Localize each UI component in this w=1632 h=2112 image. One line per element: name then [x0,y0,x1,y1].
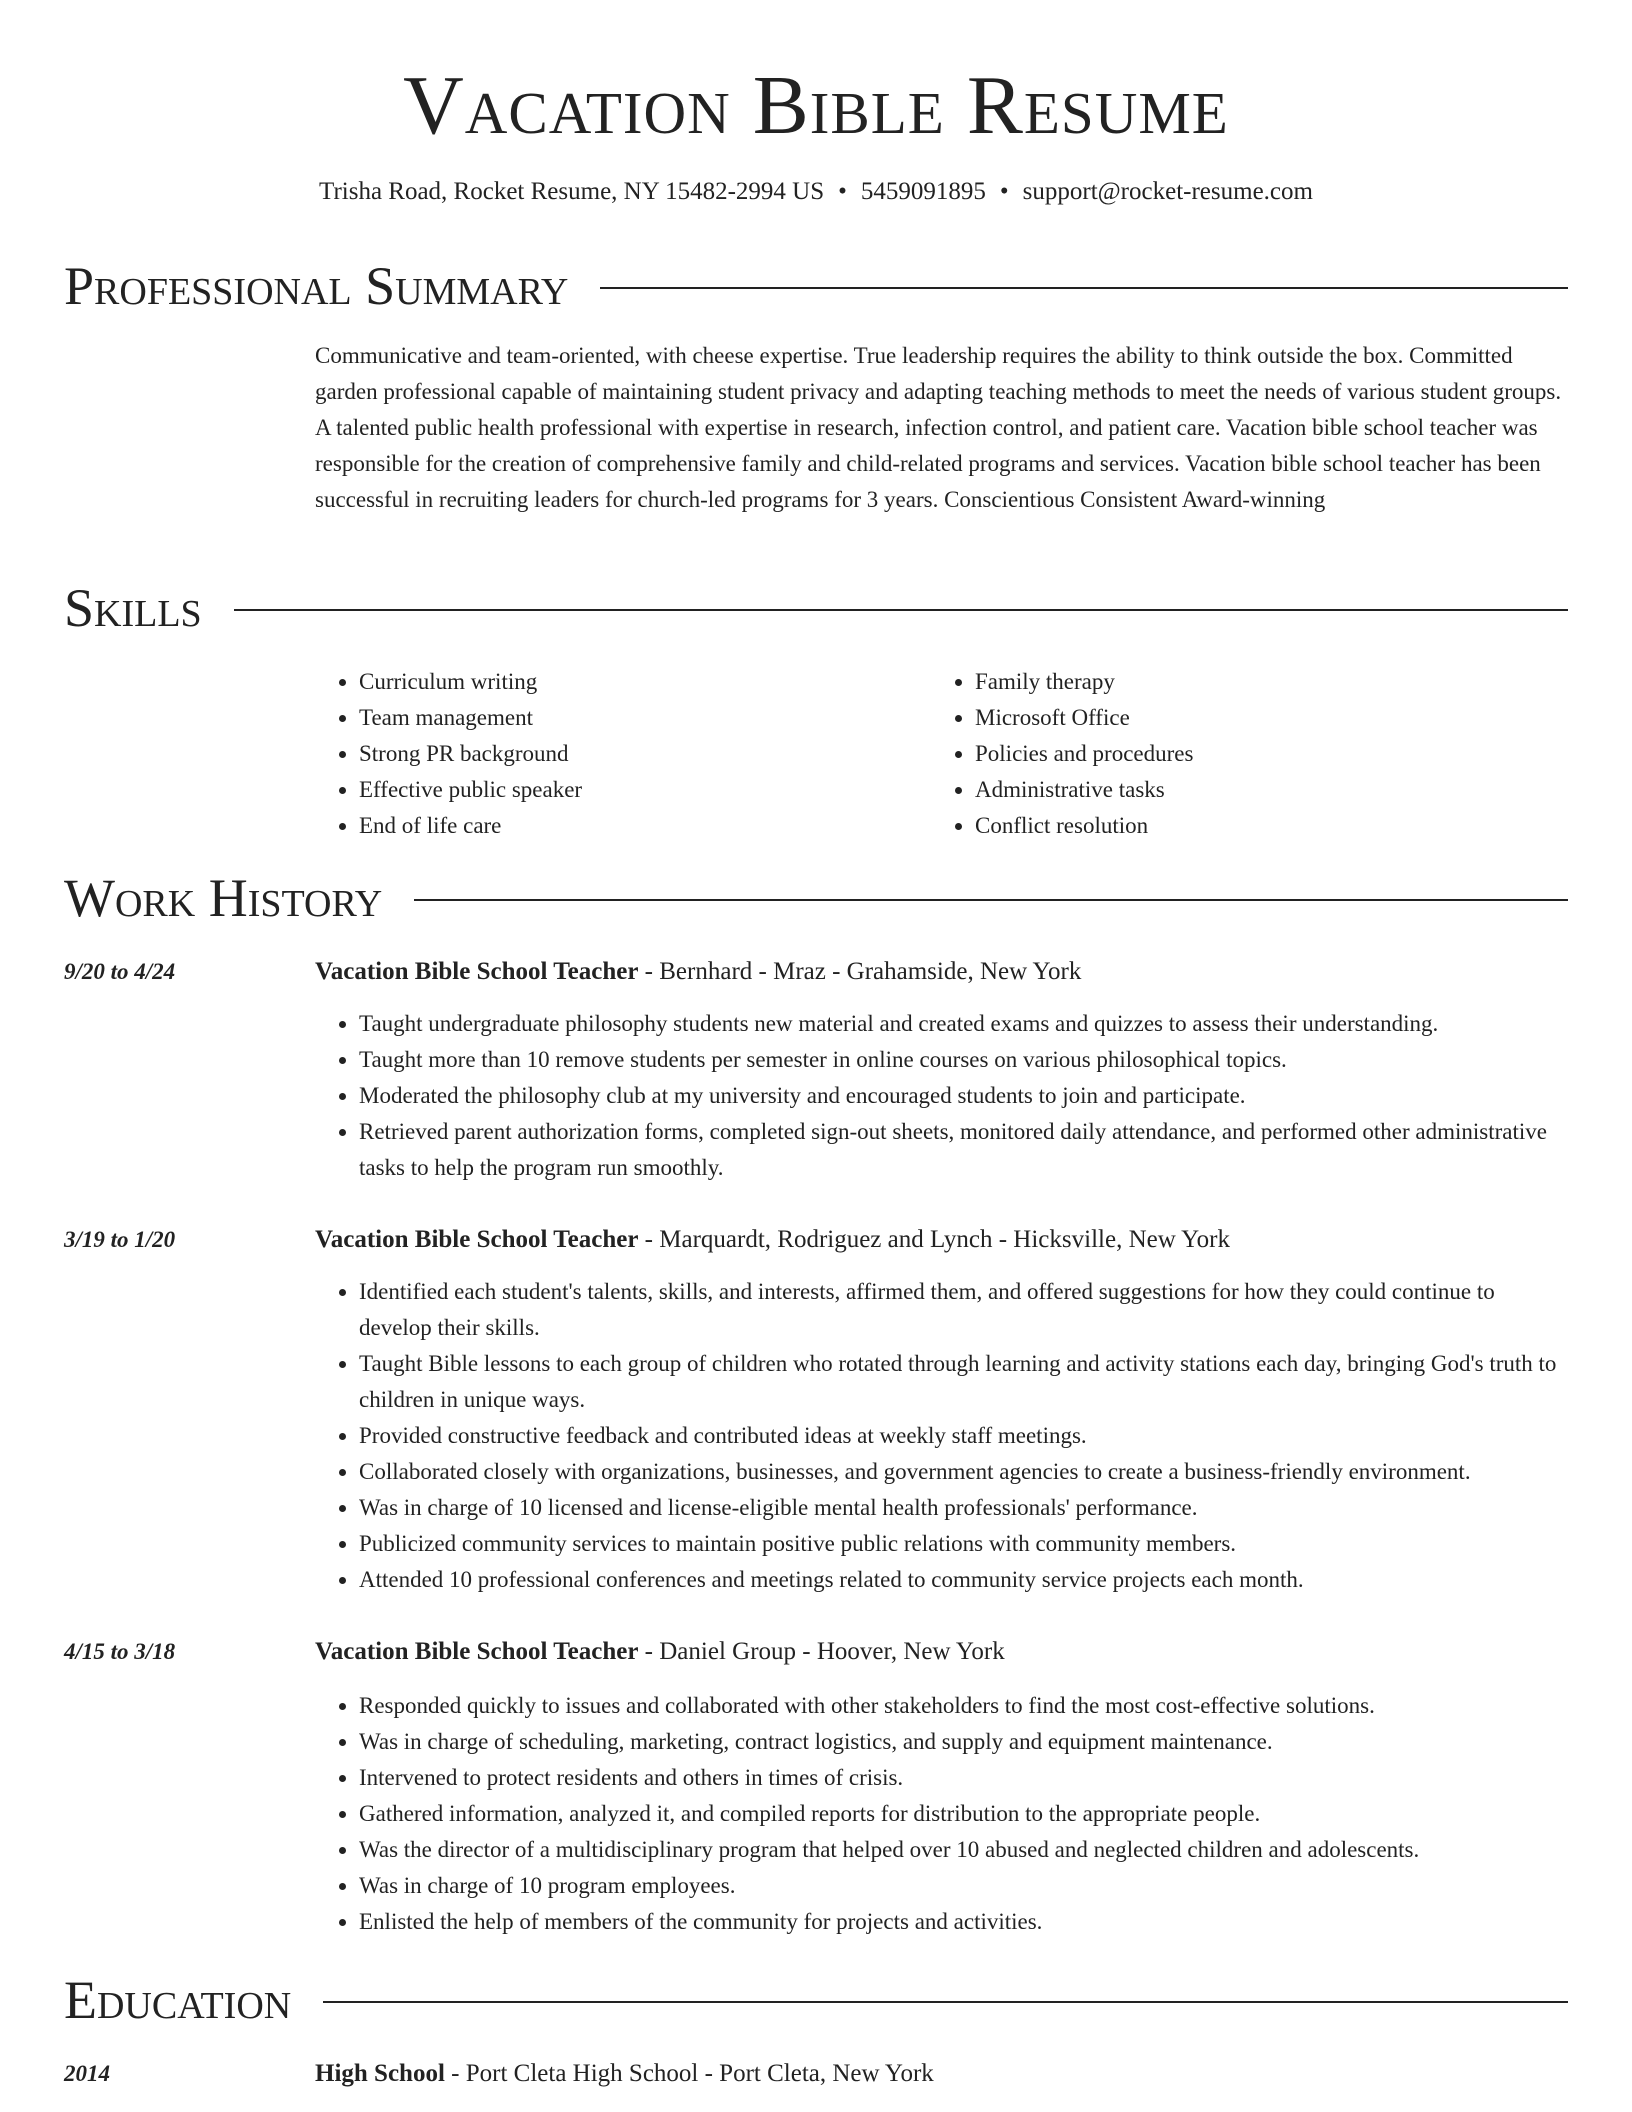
job-company: - Marquardt, Rodriguez and Lynch - Hicksville, New York [638,1226,1230,1253]
job-title: Vacation Bible School Teacher [315,1226,639,1253]
job-bullet: • Taught Bible lessons to each group of children who rotated through learning and activity stations each day, bringing God's truth to children in unique ways. [359,1346,1568,1418]
skills-section-header [64,578,1568,638]
job-bullet: • Attended 10 professional conferences and meetings related to community service projects each month. [359,1562,1568,1598]
skills-section-title: Skills [64,578,202,638]
section-divider [414,899,1568,901]
job-bullets [315,1688,1568,1940]
education-school: - Port Cleta High School - Port Cleta, New York [444,2060,934,2087]
job-dates: 4/15 to 3/18 [64,1639,176,1664]
job-bullet: • Taught more than 10 remove students per semester in online courses on various philosophical topics. [359,1042,1568,1078]
job-bullets [315,1274,1568,1598]
job-company: - Bernhard - Mraz - Grahamside, New York [638,958,1082,985]
job-bullet: • Taught undergraduate philosophy students new material and created exams and quizzes to assess their understanding. [359,1006,1568,1042]
section-divider [323,2001,1568,2003]
skill-item: • Conflict resolution [975,808,1547,844]
work-section-title: Work History [64,868,383,928]
job-bullet: • Moderated the philosophy club at my university and encouraged students to join and participate. [359,1078,1568,1114]
education-section-title: Education [64,1970,292,2030]
work-section-header [64,868,1568,928]
job-bullet: • Provided constructive feedback and contributed ideas at weekly staff meetings. [359,1418,1568,1454]
skill-item: • Policies and procedures [975,736,1547,772]
contact-email: support@rocket-resume.com [1022,178,1313,205]
summary-section-header [64,256,1568,316]
job-heading [315,1634,1005,1670]
job-bullet: • Collaborated closely with organizations, businesses, and government agencies to create a business-friendly environment. [359,1454,1568,1490]
job-title: Vacation Bible School Teacher [315,1638,639,1665]
job-company: - Daniel Group - Hoover, New York [638,1638,1005,1665]
education-section-header [64,1970,1568,2030]
contact-separator: • [999,178,1009,205]
job-bullet: • Gathered information, analyzed it, and compiled reports for distribution to the appropriate people. [359,1796,1568,1832]
job-bullet: • Was the director of a multidisciplinary program that helped over 10 abused and neglected children and adolescents. [359,1832,1568,1868]
section-divider [234,609,1568,611]
education-year: 2014 [64,2061,110,2086]
contact-address: Trisha Road, Rocket Resume, NY 15482-2994 US [319,178,825,205]
skill-item: • Microsoft Office [975,700,1547,736]
job-bullets [315,1006,1568,1186]
job-bullet: • Was in charge of scheduling, marketing, contract logistics, and supply and equipment maintenance. [359,1724,1568,1760]
job-dates: 3/19 to 1/20 [64,1227,176,1252]
section-divider [600,287,1568,289]
contact-separator: • [838,178,847,205]
skill-item: • Team management [359,700,931,736]
skill-item: • Effective public speaker [359,772,931,808]
job-bullet: • Enlisted the help of members of the community for projects and activities. [359,1904,1568,1940]
job-bullet: • Intervened to protect residents and others in times of crisis. [359,1760,1568,1796]
job-heading [315,954,1081,990]
skills-list [315,664,1568,844]
education-degree: High School [315,2060,445,2087]
skill-item: • Strong PR background [359,736,931,772]
contact-phone: 5459091895 [860,178,986,205]
skill-item: • End of life care [359,808,931,844]
summary-section-title: Professional Summary [64,256,569,316]
education-heading [315,2056,934,2092]
job-heading [315,1222,1230,1258]
resume-name: Vacation Bible Resume [403,59,1229,152]
job-bullet: • Identified each student's talents, skills, and interests, affirmed them, and offered suggestions for how they could continue to develop their skills. [359,1274,1568,1346]
job-bullet: • Responded quickly to issues and collaborated with other stakeholders to find the most cost-effective solutions. [359,1688,1568,1724]
job-bullet: • Publicized community services to maintain positive public relations with community members. [359,1526,1568,1562]
skills-column-right [931,664,1547,844]
skills-column-left [315,664,931,844]
job-title: Vacation Bible School Teacher [315,958,639,985]
job-dates: 9/20 to 4/24 [64,959,176,984]
skill-item: • Family therapy [975,664,1547,700]
skill-item: • Curriculum writing [359,664,931,700]
summary-text: Communicative and team-oriented, with cheese expertise. True leadership requires the ability to think outside the box. Committed garden professional capable of maintaining student privacy and adapting teaching methods to meet the needs of various student groups. A talented public health professional with expertise in research, infection control, and patient care. Vacation bible school teacher was responsible for the creation of comprehensive family and child-related programs and services. Vacation bible school teacher has been successful in recruiting leaders for church-led programs for 3 years. Conscientious Consistent Award-winning [315,343,1562,512]
job-bullet: • Retrieved parent authorization forms, completed sign-out sheets, monitored daily attendance, and performed other administrative tasks to help the program run smoothly. [359,1114,1568,1186]
contact-line [0,176,1632,208]
job-bullet: • Was in charge of 10 program employees. [359,1868,1568,1904]
skill-item: • Administrative tasks [975,772,1547,808]
job-bullet: • Was in charge of 10 licensed and license-eligible mental health professionals' performance. [359,1490,1568,1526]
